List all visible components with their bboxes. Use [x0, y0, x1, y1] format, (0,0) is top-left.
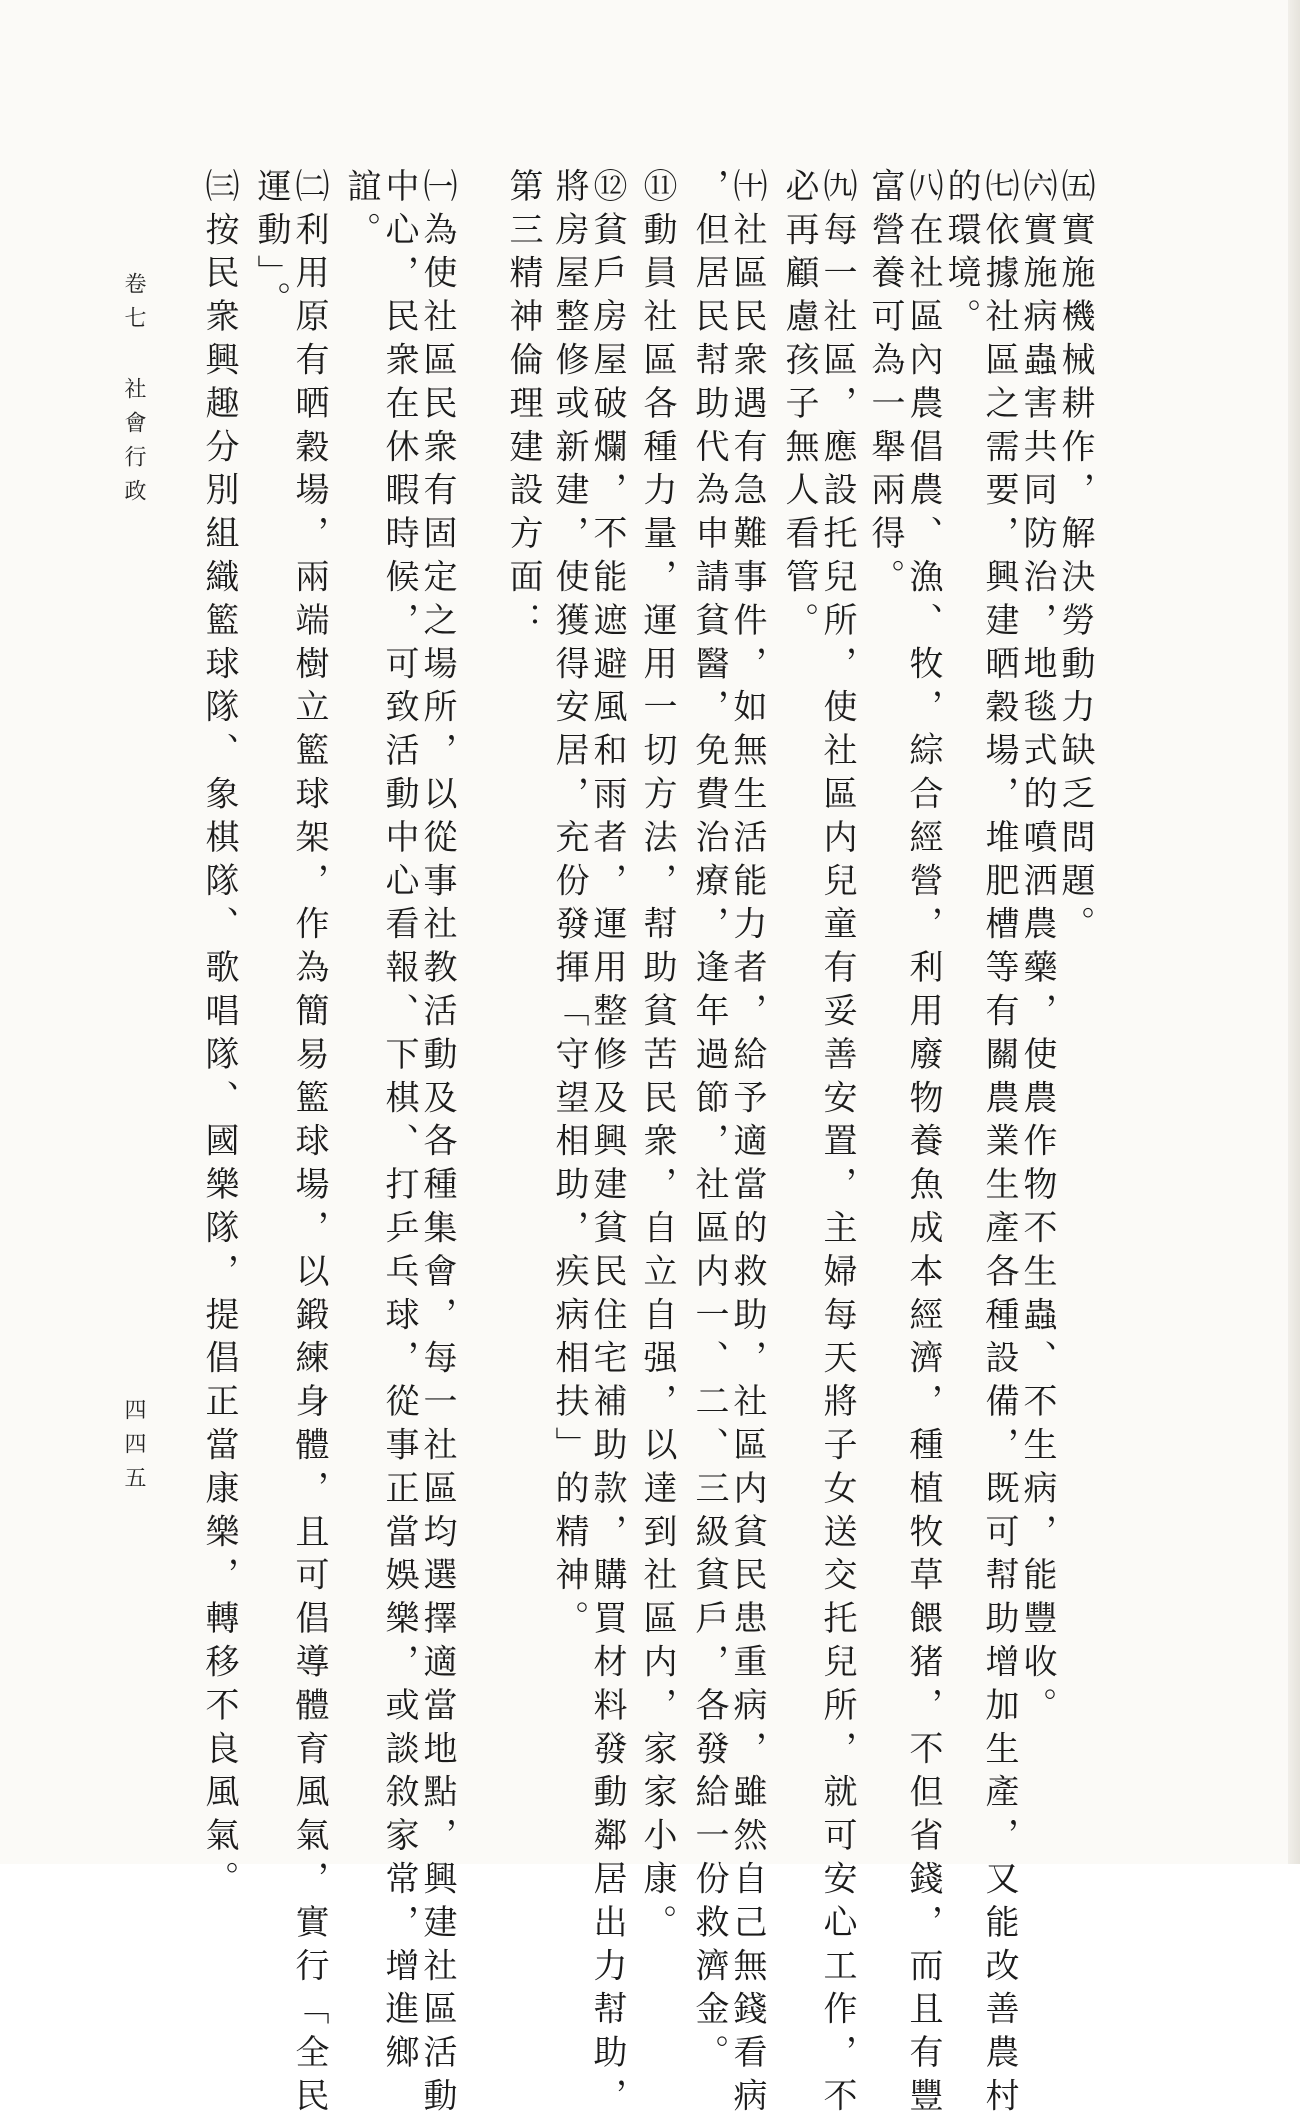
text-column-4: 的環境。 [941, 168, 981, 342]
page-edge [1288, 0, 1300, 1864]
text-column-13: 將房屋整修或新建，使獲得安居，充份發揮「守望相助，疾病相扶」的精神。 [549, 168, 589, 1644]
text-column-19: 運動」。 [251, 168, 291, 325]
text-column-6: 富營養可為一舉兩得。 [865, 168, 905, 602]
text-column-3: ㈦依據社區之需要，興建晒穀場，堆肥槽等有關農業生產各種設備，既可幇助增加生產，又能改善農村 [979, 168, 1019, 2121]
text-column-18: ㈡利用原有晒穀場，兩端樹立籃球架，作為簡易籃球場，以鍛練身體，且可倡導體育風氣，實行「全民 [289, 168, 329, 2121]
text-column-10: ，但居民幇助代為申請貧醫，免費治療，逢年過節，社區内一、二、三級貧戶，各發給一份救濟金。 [689, 168, 729, 2078]
text-column-20: ㈢按民衆興趣分別組織籃球隊、象棋隊、歌唱隊、國樂隊，提倡正當康樂，轉移不良風氣。 [199, 168, 239, 1904]
text-column-12: ⑫貧戶房屋破爛，不能遮避風和雨者，運用整修及興建貧民住宅補助款，購買材料發動鄰居出力幇助， [587, 168, 627, 2121]
text-column-5: ㈧在社區內農倡農、漁、牧，綜合經營，利用廢物養魚成本經濟，種植牧草餵猪，不但省錢，而且有豐 [903, 168, 943, 2121]
chapter-title: 卷七 社會行政 [121, 272, 146, 513]
text-column-8: 必再顧慮孩子無人看管。 [779, 168, 819, 646]
text-column-9: ㈩社區民衆遇有急難事件，如無生活能力者，給予適當的救助，社區内貧民患重病，雖然自己無錢看病 [727, 168, 767, 2121]
text-column-15: ㈠為使社區民衆有固定之場所，以從事社教活動及各種集會，每一社區均選擇適當地點，興建社區活動 [417, 168, 457, 2121]
text-column-7: ㈨每一社區，應設托兒所，使社區内兒童有妥善安置，主婦每天將子女送交托兒所，就可安心工作，不 [817, 168, 857, 2121]
text-column-1: ㈤實施機械耕作，解決勞動力缺乏問題。 [1055, 168, 1095, 950]
text-column-2: ㈥實施病蟲害共同防治，地毯式的噴洒農藥，使農作物不生蟲、不生病，能豐收。 [1017, 168, 1057, 1731]
page-number: 四四五 [121, 1398, 146, 1500]
text-column-16: 中心，民衆在休暇時候，可致活動中心看報、下棋、打乒乓球，從事正當娛樂，或談敘家常，增進鄉 [379, 168, 419, 2078]
text-column-17: 誼。 [341, 168, 381, 255]
text-column-11: ⑪動員社區各種力量，運用一切方法，幇助貧苦民衆，自立自强，以達到社區内，家家小康。 [637, 168, 677, 1948]
section-heading: 第三精神倫理建設方面： [503, 168, 543, 646]
